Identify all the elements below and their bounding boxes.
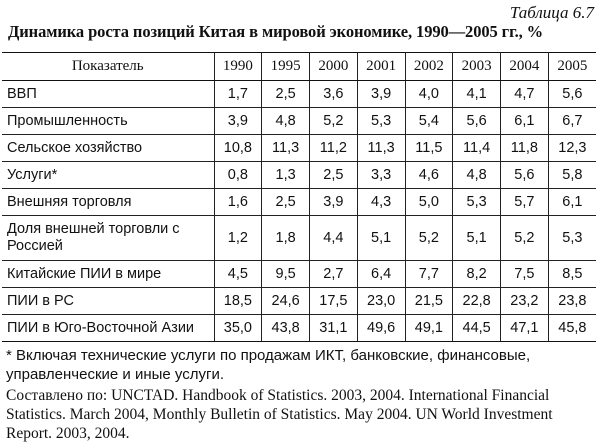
cell-value: 35,0 <box>214 315 262 342</box>
cell-value: 5,2 <box>310 108 358 135</box>
table-row <box>2 315 596 342</box>
cell-value: 44,5 <box>453 315 501 342</box>
table-number: Таблица 6.7 <box>509 3 594 22</box>
cell-value: 7,7 <box>405 261 453 288</box>
cell-value: 23,0 <box>357 288 405 315</box>
cell-value: 6,1 <box>501 108 549 135</box>
row-label: Китайские ПИИ в мире <box>2 261 214 288</box>
cell-value: 5,6 <box>548 81 596 108</box>
cell-value: 6,4 <box>357 261 405 288</box>
cell-value: 4,1 <box>453 81 501 108</box>
cell-value: 8,5 <box>548 261 596 288</box>
header-year: 2003 <box>453 53 501 81</box>
row-label: Доля внешней торговли с Россией <box>2 216 214 261</box>
row-label: ПИИ в Юго-Восточной Азии <box>2 315 214 342</box>
header-row <box>2 53 596 81</box>
cell-value: 11,3 <box>357 135 405 162</box>
table-row <box>2 135 596 162</box>
cell-value: 1,7 <box>214 81 262 108</box>
header-year: 2001 <box>357 53 405 81</box>
cell-value: 17,5 <box>310 288 358 315</box>
row-label: Промышленность <box>2 108 214 135</box>
cell-value: 3,3 <box>357 162 405 189</box>
cell-value: 5,3 <box>548 216 596 261</box>
cell-value: 18,5 <box>214 288 262 315</box>
cell-value: 3,9 <box>214 108 262 135</box>
table-row <box>2 288 596 315</box>
cell-value: 5,3 <box>357 108 405 135</box>
cell-value: 1,3 <box>262 162 310 189</box>
cell-value: 5,6 <box>501 162 549 189</box>
cell-value: 2,7 <box>310 261 358 288</box>
cell-value: 24,6 <box>262 288 310 315</box>
cell-value: 1,2 <box>214 216 262 261</box>
table-row <box>2 216 596 261</box>
cell-value: 3,9 <box>310 189 358 216</box>
cell-value: 4,3 <box>357 189 405 216</box>
cell-value: 4,5 <box>214 261 262 288</box>
header-year: 2002 <box>405 53 453 81</box>
cell-value: 21,5 <box>405 288 453 315</box>
statistics-table <box>2 52 596 342</box>
header-year: 2004 <box>501 53 549 81</box>
table-row <box>2 261 596 288</box>
cell-value: 1,8 <box>262 216 310 261</box>
cell-value: 4,7 <box>501 81 549 108</box>
cell-value: 4,6 <box>405 162 453 189</box>
cell-value: 3,9 <box>357 81 405 108</box>
cell-value: 7,5 <box>501 261 549 288</box>
header-year: 2000 <box>310 53 358 81</box>
row-label: ПИИ в РС <box>2 288 214 315</box>
cell-value: 0,8 <box>214 162 262 189</box>
header-year: 1990 <box>214 53 262 81</box>
table-row <box>2 162 596 189</box>
source-note: Составлено по: UNCTAD. Handbook of Statistics. 2003, 2004. International Financial Statistics. March 2004, Monthly Bulletin of Statistics. May 2004. UN World Investment Report. 2003, 2004. <box>6 387 553 442</box>
cell-value: 5,2 <box>405 216 453 261</box>
cell-value: 49,1 <box>405 315 453 342</box>
cell-value: 5,2 <box>501 216 549 261</box>
cell-value: 5,4 <box>405 108 453 135</box>
cell-value: 11,4 <box>453 135 501 162</box>
cell-value: 4,8 <box>453 162 501 189</box>
row-label: Сельское хозяйство <box>2 135 214 162</box>
cell-value: 2,5 <box>310 162 358 189</box>
table-caption: Динамика роста позиций Китая в мировой экономике, 1990—2005 гг., % <box>8 22 544 41</box>
row-label: ВВП <box>2 81 214 108</box>
row-label: Внешняя торговля <box>2 189 214 216</box>
table-row <box>2 81 596 108</box>
cell-value: 5,7 <box>501 189 549 216</box>
cell-value: 23,8 <box>548 288 596 315</box>
cell-value: 5,8 <box>548 162 596 189</box>
cell-value: 5,1 <box>357 216 405 261</box>
cell-value: 12,3 <box>548 135 596 162</box>
cell-value: 31,1 <box>310 315 358 342</box>
cell-value: 5,6 <box>453 108 501 135</box>
cell-value: 22,8 <box>453 288 501 315</box>
table-row <box>2 108 596 135</box>
cell-value: 9,5 <box>262 261 310 288</box>
cell-value: 10,8 <box>214 135 262 162</box>
cell-value: 45,8 <box>548 315 596 342</box>
table-row <box>2 189 596 216</box>
cell-value: 5,1 <box>453 216 501 261</box>
cell-value: 11,3 <box>262 135 310 162</box>
cell-value: 43,8 <box>262 315 310 342</box>
cell-value: 6,1 <box>548 189 596 216</box>
cell-value: 1,6 <box>214 189 262 216</box>
cell-value: 49,6 <box>357 315 405 342</box>
row-label: Услуги* <box>2 162 214 189</box>
header-indicator: Показатель <box>2 53 214 81</box>
cell-value: 2,5 <box>262 189 310 216</box>
cell-value: 11,5 <box>405 135 453 162</box>
cell-value: 2,5 <box>262 81 310 108</box>
header-year: 2005 <box>548 53 596 81</box>
cell-value: 4,0 <box>405 81 453 108</box>
cell-value: 4,4 <box>310 216 358 261</box>
cell-value: 5,3 <box>453 189 501 216</box>
cell-value: 6,7 <box>548 108 596 135</box>
cell-value: 3,6 <box>310 81 358 108</box>
cell-value: 8,2 <box>453 261 501 288</box>
cell-value: 23,2 <box>501 288 549 315</box>
cell-value: 5,0 <box>405 189 453 216</box>
cell-value: 11,8 <box>501 135 549 162</box>
cell-value: 47,1 <box>501 315 549 342</box>
cell-value: 4,8 <box>262 108 310 135</box>
footnote: * Включая технические услуги по продажам ИКТ, банковские, финансовые, управленческие и иные услуги. <box>6 347 531 383</box>
cell-value: 11,2 <box>310 135 358 162</box>
header-year: 1995 <box>262 53 310 81</box>
